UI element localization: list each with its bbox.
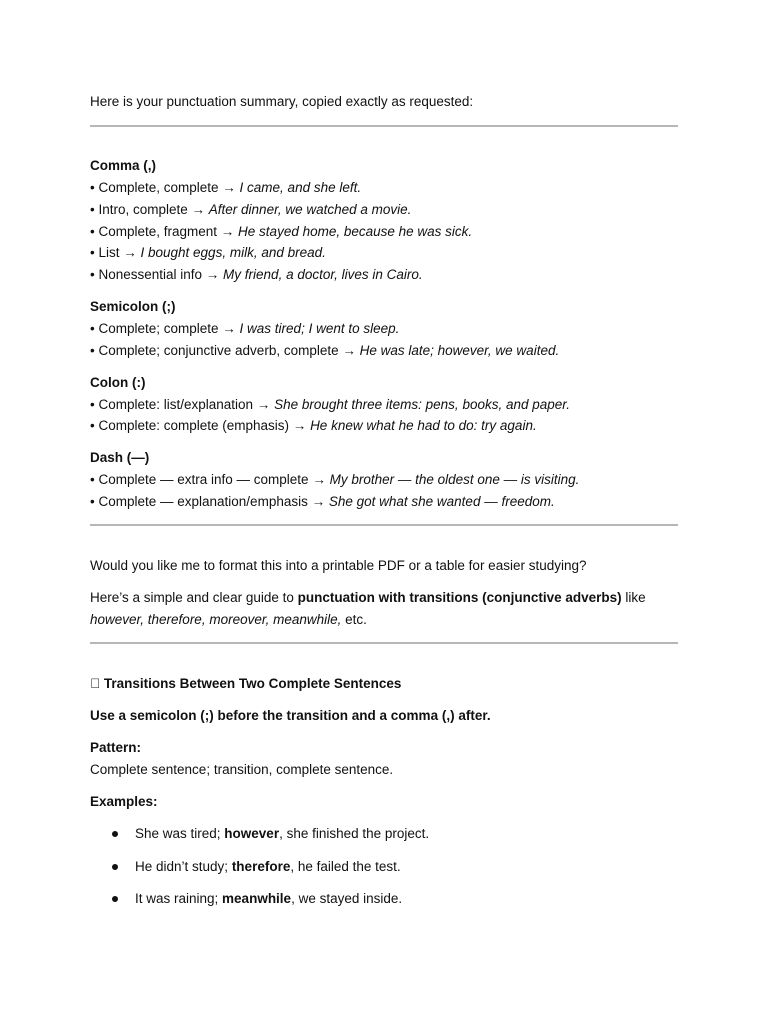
item-pattern: • Complete — extra info — complete → [90,472,330,487]
divider [90,125,678,127]
guide-intro-line1 [90,589,646,607]
section-title-colon: Colon (:) [90,375,146,390]
item-example: She got what she wanted — freedom. [328,494,555,509]
item-example: I bought eggs, milk, and bread. [140,245,326,260]
example-post: , we stayed inside. [291,891,403,906]
example-post: , she finished the project. [279,826,430,841]
guide-post: like [621,590,646,605]
transitions-heading: 􏰀 Transitions Between Two Complete Sentences [90,676,402,691]
item-example: After dinner, we watched a movie. [208,202,412,217]
intro-text: Here is your punctuation summary, copied exactly as requested: [90,94,474,109]
comma-item-5 [90,266,423,284]
guide-pre: Here’s a simple and clear guide to [90,590,298,605]
bullet-icon [112,831,118,837]
example-item-3 [135,890,402,908]
semicolon-item-1 [90,320,399,338]
item-pattern: • Complete; complete → [90,321,240,336]
item-example: I came, and she left. [239,180,362,195]
example-transition: therefore [231,859,291,874]
example-post: , he failed the test. [290,859,401,874]
comma-item-1 [90,179,361,197]
divider [90,642,678,644]
example-transition: however [224,826,280,841]
guide-etc: etc. [341,612,367,627]
example-pre: It was raining; [135,891,223,906]
bullet-icon [112,864,118,870]
follow-up-question: Would you like me to format this into a printable PDF or a table for easier studying? [90,558,587,573]
colon-item-2 [90,417,537,435]
example-item-2 [135,858,401,876]
example-pre: He didn’t study; [135,859,232,874]
colon-item-1 [90,396,570,414]
item-pattern: • Complete, fragment → [90,224,239,239]
dash-item-1 [90,471,579,489]
pattern-text: Complete sentence; transition, complete sentence. [90,762,394,777]
guide-italic: however, therefore, moreover, meanwhile, [90,612,342,627]
comma-item-3 [90,223,472,241]
section-title-semicolon: Semicolon (;) [90,299,176,314]
item-example: He was late; however, we waited. [359,343,560,358]
item-pattern: • Nonessential info → [90,267,224,282]
item-pattern: • Complete; conjunctive adverb, complete → [90,343,360,358]
example-transition: meanwhile [222,891,292,906]
semicolon-item-2 [90,342,559,360]
comma-item-4 [90,244,326,262]
item-pattern: • Intro, complete → [90,202,209,217]
guide-intro-line2 [90,611,367,629]
item-pattern: • Complete: complete (emphasis) → [90,418,311,433]
section-title-comma: Comma (,) [90,158,157,173]
example-item-1 [135,825,429,843]
transitions-rule: Use a semicolon (;) before the transition and a comma (,) after. [90,708,491,723]
item-pattern: • Complete: list/explanation → [90,397,275,412]
item-example: I was tired; I went to sleep. [239,321,400,336]
dash-item-2 [90,493,555,511]
item-example: He knew what he had to do: try again. [310,418,537,433]
pattern-label: Pattern: [90,740,142,755]
divider [90,524,678,526]
item-pattern: • Complete — explanation/emphasis → [90,494,329,509]
guide-bold: punctuation with transitions (conjunctive adverbs) [297,590,622,605]
example-pre: She was tired; [135,826,225,841]
item-pattern: • List → [90,245,141,260]
section-title-dash: Dash (—) [90,450,150,465]
examples-label: Examples: [90,794,158,809]
item-example: My brother — the oldest one — is visiting. [329,472,580,487]
bullet-icon [112,896,118,902]
comma-item-2 [90,201,411,219]
item-example: He stayed home, because he was sick. [238,224,473,239]
item-example: She brought three items: pens, books, and paper. [274,397,571,412]
item-pattern: • Complete, complete → [90,180,240,195]
item-example: My friend, a doctor, lives in Cairo. [223,267,423,282]
